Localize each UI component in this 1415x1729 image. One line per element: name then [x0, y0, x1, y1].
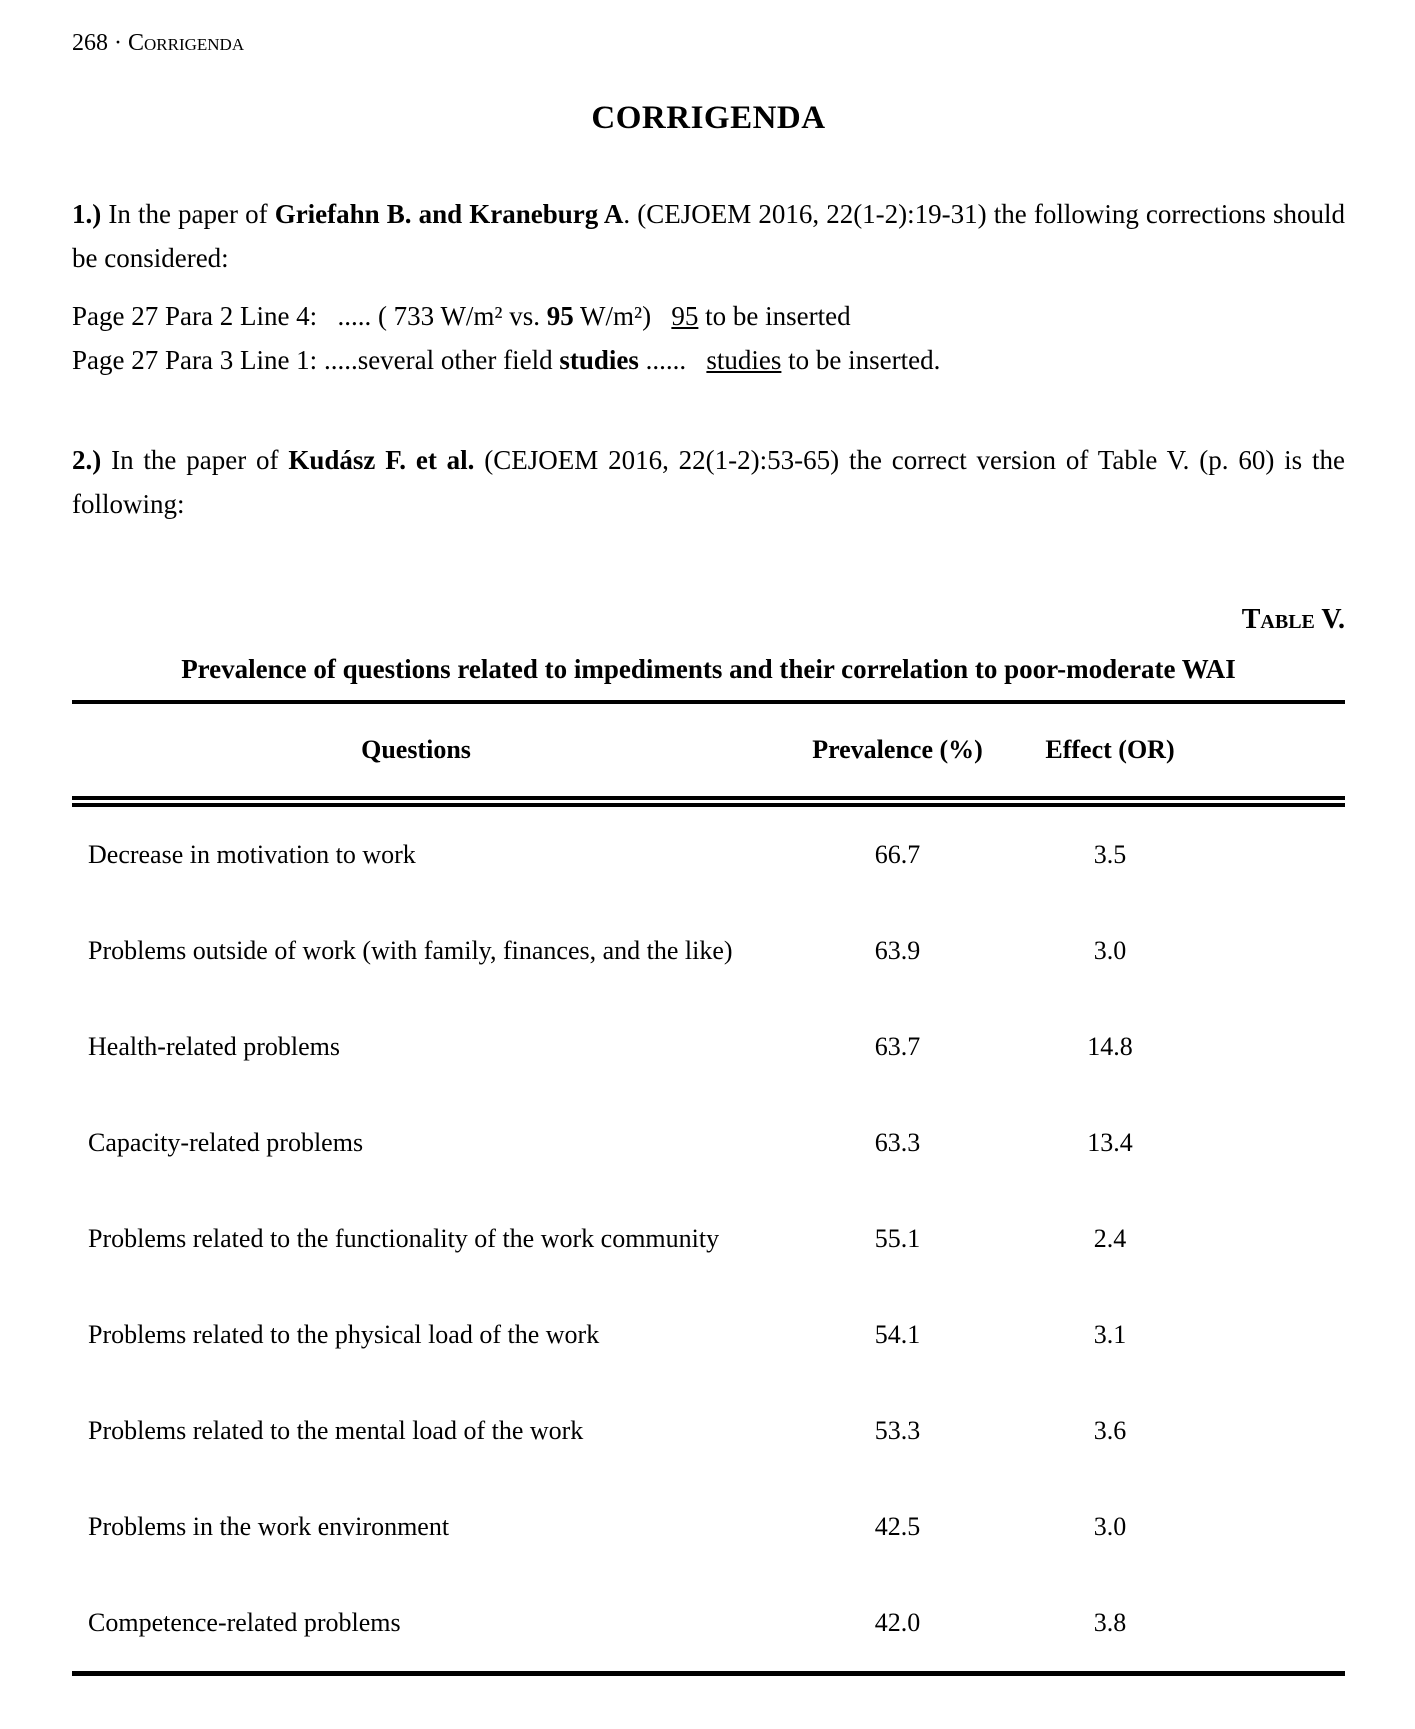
- prevalence-cell: 42.5: [874, 1512, 921, 1541]
- correction-1-bold-value: 95: [546, 301, 574, 331]
- header-effect: Effect (OR): [1045, 735, 1175, 764]
- table-title: Prevalence of questions related to impediments and their correlation to poor-moderate WAI: [181, 654, 1236, 684]
- question-cell: Problems related to the mental load of the work: [88, 1416, 584, 1445]
- correction-2-prefix: Page 27 Para 3 Line 1: .....several other field: [72, 345, 560, 375]
- correction-1-prefix: Page 27 Para 2 Line 4: ..... ( 733 W/m² vs.: [72, 301, 547, 331]
- corrections-list: [72, 294, 1345, 382]
- prevalence-cell: 55.1: [874, 1224, 921, 1253]
- correction-2-inserted-value: studies: [706, 345, 782, 375]
- effect-cell: 2.4: [1093, 1224, 1127, 1253]
- question-cell: Health-related problems: [88, 1032, 340, 1061]
- table-row: [72, 1575, 1345, 1671]
- correction-1-middle: W/m²): [573, 301, 672, 331]
- item-2-authors: Kudász F. et al.: [288, 445, 475, 475]
- effect-cell: 13.4: [1087, 1128, 1133, 1157]
- table-row: [72, 1191, 1345, 1287]
- effect-cell: 14.8: [1087, 1032, 1133, 1061]
- paragraph-item-2: [72, 438, 1345, 526]
- correction-1-inserted-value: 95: [671, 301, 699, 331]
- table-header-row: [72, 704, 1345, 796]
- correction-2-suffix: to be inserted.: [781, 345, 941, 375]
- question-cell: Problems outside of work (with family, finances, and the like): [88, 936, 733, 965]
- prevalence-cell: 42.0: [874, 1608, 921, 1637]
- table-row: [72, 1383, 1345, 1479]
- effect-cell: 3.1: [1093, 1320, 1127, 1349]
- table-row: [72, 999, 1345, 1095]
- question-cell: Decrease in motivation to work: [88, 840, 416, 869]
- header-questions: Questions: [361, 735, 471, 764]
- data-table: [72, 700, 1345, 1676]
- page-title: CORRIGENDA: [591, 100, 826, 136]
- question-cell: Problems in the work environment: [88, 1512, 450, 1541]
- table-row: [72, 903, 1345, 999]
- header-prevalence: Prevalence (%): [812, 735, 983, 764]
- correction-1-suffix: to be inserted: [698, 301, 851, 331]
- table-bottom-rule: [72, 1671, 1345, 1676]
- question-cell: Problems related to the physical load of the work: [88, 1320, 600, 1349]
- item-1-lead-text: In the paper of: [101, 199, 275, 229]
- running-head-title: Corrigenda: [128, 30, 245, 56]
- question-cell: Problems related to the functionality of the work community: [88, 1224, 720, 1253]
- item-2-lead-text: In the paper of: [101, 445, 289, 475]
- prevalence-cell: 63.7: [874, 1032, 921, 1061]
- effect-cell: 3.5: [1093, 840, 1127, 869]
- correction-2-bold-value: studies: [559, 345, 639, 375]
- correction-2-middle: ......: [638, 345, 707, 375]
- effect-cell: 3.6: [1093, 1416, 1127, 1445]
- table-row: [72, 807, 1345, 903]
- item-2-number: 2.): [72, 445, 102, 475]
- prevalence-cell: 66.7: [874, 840, 921, 869]
- question-cell: Capacity-related problems: [88, 1128, 364, 1157]
- item-1-tail-text: . (CEJOEM 2016, 22(1-2):19-31) the following corrections should be considered:: [72, 199, 1345, 273]
- running-head: [72, 30, 1345, 60]
- effect-cell: 3.8: [1093, 1608, 1127, 1637]
- prevalence-cell: 63.9: [874, 936, 921, 965]
- paragraph-item-1: [72, 192, 1345, 280]
- item-1-number: 1.): [72, 199, 102, 229]
- question-cell: Competence-related problems: [88, 1608, 401, 1637]
- table-row: [72, 1095, 1345, 1191]
- effect-cell: 3.0: [1093, 936, 1127, 965]
- correction-line-2: [72, 338, 1345, 382]
- prevalence-cell: 54.1: [874, 1320, 921, 1349]
- correction-line-1: [72, 294, 1345, 338]
- item-1-authors: Griefahn B. and Kraneburg A: [274, 199, 624, 229]
- table-label: Table V.: [1241, 604, 1345, 635]
- table-header-rule: [72, 796, 1345, 807]
- prevalence-cell: 63.3: [874, 1128, 921, 1157]
- running-head-page-number: 268 ·: [72, 30, 128, 56]
- table-row: [72, 1287, 1345, 1383]
- table-row: [72, 1479, 1345, 1575]
- prevalence-cell: 53.3: [874, 1416, 921, 1445]
- item-2-tail-text: (CEJOEM 2016, 22(1-2):53-65) the correct version of Table V. (p. 60) is the following:: [72, 445, 1345, 519]
- effect-cell: 3.0: [1093, 1512, 1127, 1541]
